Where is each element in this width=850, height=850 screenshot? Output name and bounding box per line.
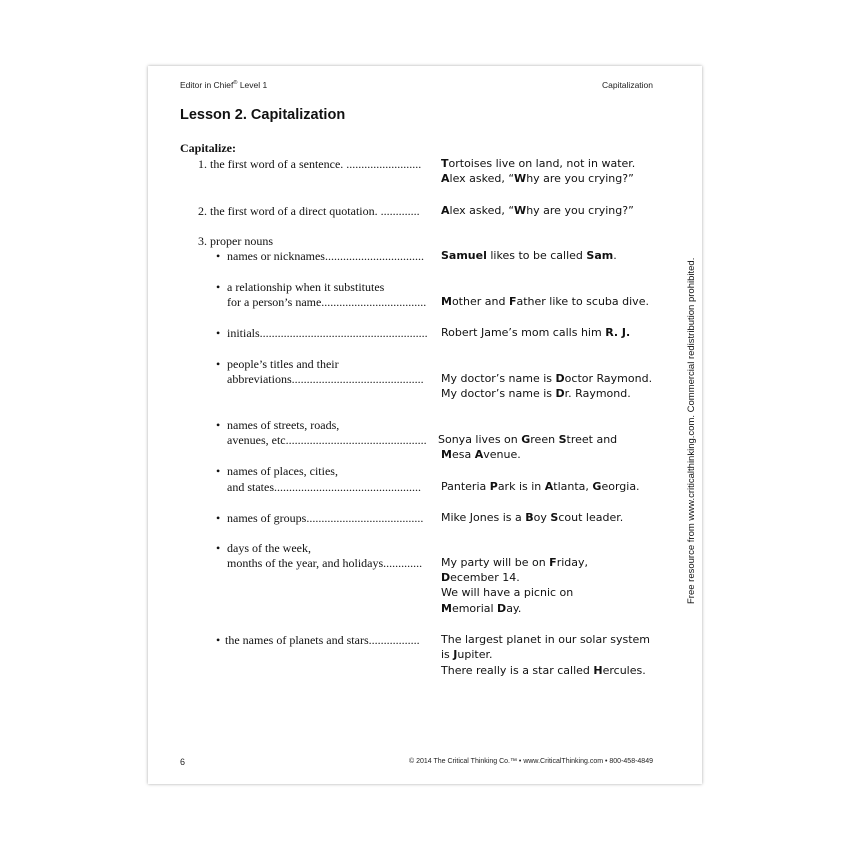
bullet-icon: • [216, 464, 221, 478]
bullet-5-line-1: names of streets, roads, [227, 418, 340, 432]
bullet-7-groups: names of groups....................................... [227, 511, 424, 525]
lesson-title: Lesson 2. Capitalization [180, 107, 346, 123]
header-book-title: Editor in Chief® Level 1 [180, 80, 268, 90]
bullet-2-example: Mother and Father like to scuba dive. [441, 295, 649, 308]
bullet-icon: • [216, 633, 221, 647]
bullet-icon: • [216, 418, 221, 432]
bullet-8-example-4: Memorial Day. [441, 602, 522, 615]
bullet-icon: • [216, 326, 221, 340]
header-section-title: Capitalization [601, 80, 653, 90]
bullet-icon: • [216, 249, 221, 263]
bullet-icon: • [216, 357, 221, 371]
bullet-6-line-2: and states................................................. [227, 480, 421, 494]
bullet-9-planets: the names of planets and stars................. [225, 633, 420, 647]
redistribution-notice: Free resource from www.criticalthinking.com. Commercial redistribution prohibited. [686, 257, 697, 604]
bullet-8-example-2: December 14. [441, 571, 520, 584]
intro-label: Capitalize: [180, 141, 236, 155]
copyright-footer: © 2014 The Critical Thinking Co.™ • www.CriticalThinking.com • 800-458-4849 [408, 758, 653, 765]
bullet-9-example-2: is Jupiter. [441, 648, 493, 661]
bullet-2-line-1: a relationship when it substitutes [227, 280, 385, 294]
bullet-5-line-2: avenues, etc............................................... [227, 433, 427, 447]
bullet-7-example: Mike Jones is a Boy Scout leader. [441, 511, 624, 524]
bullet-8-line-2: months of the year, and holidays............. [227, 556, 423, 570]
bullet-9-example-3: There really is a star called Hercules. [441, 664, 646, 677]
bullet-icon: • [216, 541, 221, 555]
bullet-1-names: names or nicknames................................. [227, 249, 424, 263]
bullet-icon: • [216, 511, 221, 525]
bullet-8-line-1: days of the week, [227, 541, 311, 555]
bullet-8-example-1: My party will be on Friday, [441, 556, 588, 569]
bullet-icon: • [216, 280, 221, 294]
bullet-3-example: Robert Jame’s mom calls him R. J. [441, 326, 631, 339]
page-number: 6 [180, 757, 186, 767]
rule-1-example-1: Tortoises live on land, not in water. [441, 157, 636, 170]
bullet-8-example-3: We will have a picnic on [441, 586, 574, 599]
bullet-4-example-2: My doctor’s name is Dr. Raymond. [441, 387, 631, 400]
bullet-1-example: Samuel likes to be called Sam. [441, 249, 617, 262]
bullet-5-example-2: Mesa Avenue. [441, 448, 521, 461]
bullet-4-line-2: abbreviations............................................ [227, 372, 424, 386]
bullet-6-line-1: names of places, cities, [227, 464, 338, 478]
bullet-5-example-1: Sonya lives on Green Street and [438, 433, 618, 446]
bullet-4-line-1: people’s titles and their [227, 357, 339, 371]
rule-1: 1. the first word of a sentence. ......................... [198, 157, 422, 171]
rule-3: 3. proper nouns [198, 234, 273, 248]
bullet-2-line-2: for a person’s name................................... [227, 295, 427, 309]
bullet-4-example-1: My doctor’s name is Doctor Raymond. [441, 372, 653, 385]
bullet-3-initials: initials........................................................ [227, 326, 428, 340]
rule-2-example: Alex asked, “Why are you crying?” [441, 204, 634, 217]
bullet-9-example-1: The largest planet in our solar system [441, 633, 650, 646]
rule-2: 2. the first word of a direct quotation. ............. [198, 204, 420, 218]
bullet-6-example: Panteria Park is in Atlanta, Georgia. [441, 480, 640, 493]
rule-1-example-2: Alex asked, “Why are you crying?” [441, 172, 634, 185]
